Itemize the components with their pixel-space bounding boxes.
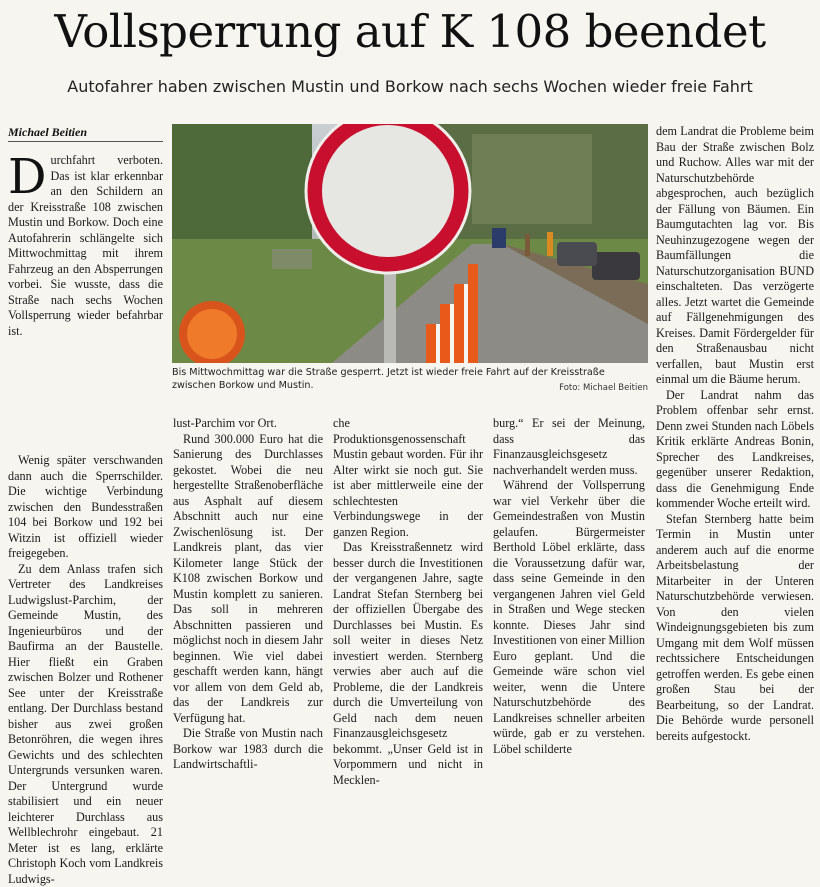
article-column-5 (656, 124, 814, 744)
article-paragraph: Während der Vollsperrung war viel Verkehr über die Gemeindestraßen von Mustin gelaufen. Bürgermeister Berthold Löbel erklärte, dass die Voraussetzung dafür war, dass seine Gemeinde in den vergangenen Jahren viel Geld in Straßen und Wege stecken konnte. Dieses Jahr sind Investitionen von einer Million Euro geplant. Und die Gemeinde wäre schon viel weiter, wenn die Untere Naturschutzbehörde des Landkreises schneller arbeiten würde, gab er zu verstehen. Löbel schilderte (493, 478, 645, 757)
article-photo (172, 124, 648, 363)
article-paragraph: Die Straße von Mustin nach Borkow war 1983 durch die Landwirtschaftli- (173, 726, 323, 773)
dropcap: D (8, 155, 46, 199)
article-paragraph: burg.“ Er sei der Meinung, dass das Finanzausgleichsgesetz nachverhandelt werden muss. (493, 416, 645, 478)
article-paragraph: dem Landrat die Probleme beim Bau der Straße zwischen Bolz und Ruchow. Alles war mit der Naturschutzbehörde abgesprochen, auch bezüglich der Fällung von Bäumen. Ein Baumgutachten lag vor. Bis Neuhinzugezogene wegen der Baumfällungen die Naturschutzorganisation BUND einschalteten. Das verzögerte alles. Jetzt wartet die Gemeinde auf Fällgenehmigungen des Kreises. Damit Fördergelder für den Straßenausbau nicht verfallen, baut Mustin erst einmal um die Bäume herum. (656, 124, 814, 388)
article-paragraph: Das Kreisstraßennetz wird besser durch die Investitionen der vergangenen Jahre, sagte Landrat Stefan Sternberg bei der offiziellen Übergabe des Durchlasses bei Mustin. Es soll weiter in dieses Netz investiert werden. Sternberg verwies aber auch auf die Probleme, die der Landkreis durch die Umverteilung von Geld nach dem neuen Finanzausgleichsgesetz bekommt. „Unser Geld ist in Vorpommern und nicht in Mecklen- (333, 540, 483, 788)
article-column-4 (493, 416, 645, 757)
article-paragraph: che Produktionsgenossenschaft Mustin gebaut worden. Für ihr Alter wirkt sie noch gut. Sie ist aber mittlerweile eine der schlechtesten Verbindungswege in der ganzen Region. (333, 416, 483, 540)
subheadline: Autofahrer haben zwischen Mustin und Borkow nach sechs Wochen wieder freie Fahrt (0, 76, 820, 98)
article-column-3 (333, 416, 483, 788)
article-paragraph: Zu dem Anlass trafen sich Vertreter des Landkreises Ludwigslust-Parchim, der Gemeinde Mustin, des Ingenieurbüros und der Baufirma an der Baustelle. Hier fließt ein Graben zwischen Bolzer und Rothener See unter der Kreisstraße entlang. Der Durchlass bestand bisher aus zwei großen Betonröhren, die wegen ihres Gewichts und des schlechten Untergrunds versunken waren. Der Untergrund wurde stabilisiert und ein neuer leichterer Durchlass aus Wellblechrohr eingebaut. 21 Meter ist es lang, erklärte Christoph Koch vom Landkreis Ludwigs- (8, 562, 163, 887)
article-paragraph: Stefan Sternberg hatte beim Termin in Mustin unter anderem auch auf die enorme Arbeitsbelastung der Mitarbeiter in der Unteren Naturschutzbehörde verwiesen. Von den vielen Windeignungsgebieten bis zum Umgang mit dem Wolf müssen rechtssichere Entscheidungen getroffen werden. Es gebe einen großen Stau bei der Bearbeitung, so der Landrat. Die Behörde wurde personell bereits aufgestockt. (656, 512, 814, 745)
author-divider (8, 141, 163, 142)
author-byline: Michael Beitien (8, 125, 163, 139)
article-paragraph: Wenig später verschwanden dann auch die Sperrschilder. Die wichtige Verbindung zwischen den Bundesstraßen 104 bei Borkow und 192 bei Witzin ist offiziell wieder freigegeben. (8, 453, 163, 562)
article-column-1 (8, 153, 163, 339)
photo-credit: Foto: Michael Beitien (172, 382, 648, 394)
article-paragraph (8, 153, 163, 339)
article-column-1-continued (8, 453, 163, 887)
article-paragraph: Rund 300.000 Euro hat die Sanierung des Durchlasses gekostet. Wobei die neu hergestellte Straßenoberfläche aus Asphalt auf diesem Abschnitt auch nur eine Zwischenlösung ist. Der Landkreis plant, das vier Kilometer lange Stück der K108 zwischen Borkow und Mustin komplett zu sanieren. Das soll in mehreren Abschnitten passieren und möglichst noch in diesem Jahr beginnen. Wie viel dabei geschafft werden kann, hängt vor allem von dem Geld ab, das der Landkreis zur Verfügung hat. (173, 432, 323, 727)
paragraph-text: urchfahrt verboten. Das ist klar erkennbar an den Schildern an der Kreisstraße 108 zwischen Mustin und Borkow. Doch eine Autofahrerin schlängelte sich Mittwochmittag mit ihrem Fahrzeug an den Absperrungen vorbei. Sie wusste, dass die Straße nach sechs Wochen Vollsperrung wieder befahrbar ist. (8, 153, 163, 338)
headline: Vollsperrung auf K 108 beendet (0, 2, 820, 62)
photo-caption: Bis Mittwochmittag war die Straße gesperrt. Jetzt ist wieder freie Fahrt auf der Kreisstraße zwischen Borkow und Mustin. (172, 366, 648, 392)
road-closed-sign-icon (172, 124, 648, 363)
article-paragraph: lust-Parchim vor Ort. (173, 416, 323, 432)
article-column-2 (173, 416, 323, 773)
article-paragraph: Der Landrat nahm das Problem offenbar sehr ernst. Denn zwei Stunden nach Löbels Kritik erklärte Andreas Bonin, Sprecher des Landkreises, gegenüber unserer Redaktion, dass die Genehmigung Ende kommender Woche erteilt wird. (656, 388, 814, 512)
